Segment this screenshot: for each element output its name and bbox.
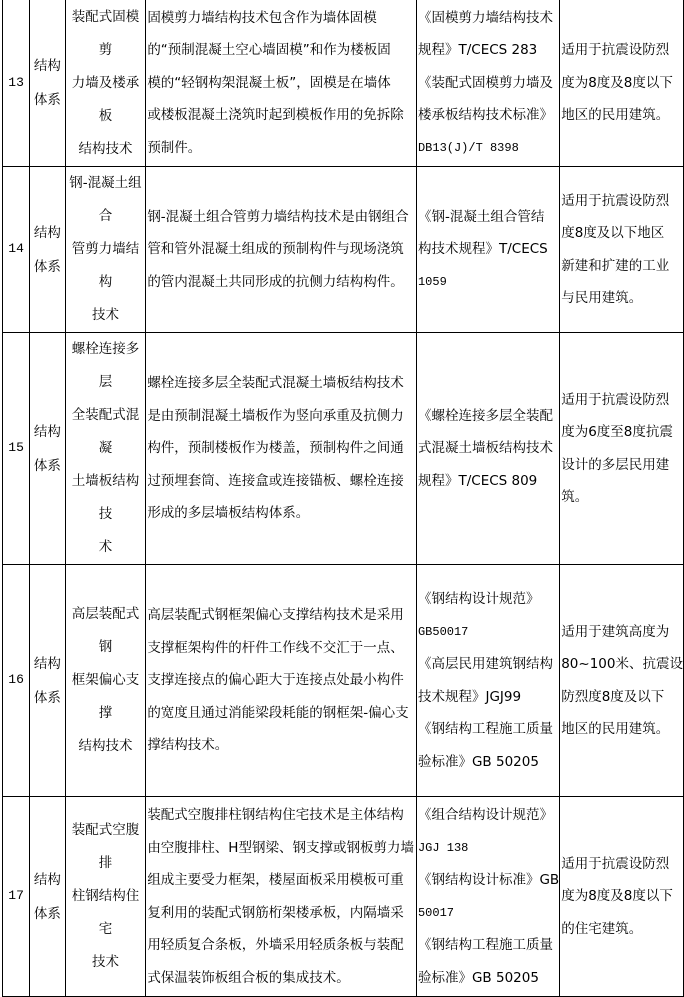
standard-line: 技术规程》JGJ99 [417,688,522,705]
standard-line: 《固模剪力墙结构技术 [417,9,553,26]
table-row [3,167,684,333]
standard-line: 《钢结构工程施工质量 [417,937,553,953]
description-line: 撑结构技术。 [147,737,229,754]
category-cell [30,0,65,167]
standards-cell [416,797,559,997]
category-line: 体系 [33,258,61,275]
name-line: 装配式空腹排 [71,822,140,871]
scope-cell [560,0,684,167]
category-line: 结构 [33,423,61,440]
name-line: 钢-混凝土组合 [69,175,142,224]
standard-line: 《螺栓连接多层全装配 [417,407,553,424]
standard-line: 《装配式固模剪力墙及 [417,74,553,91]
scope-line: 适用于抗震设防烈 [561,855,670,872]
description-line: 装配式空腹排柱钢结构住宅技术是主体结构 [147,807,404,823]
category-line: 体系 [33,689,61,706]
technology-name-cell [65,0,146,167]
technology-name-cell [65,167,146,333]
category-line: 体系 [33,905,61,922]
description-cell [146,0,417,167]
standard-line: 《钢结构设计规范》 [417,591,540,607]
table-row [3,565,684,797]
standard-line: 验标准》GB 50205 [417,753,539,770]
name-line: 螺栓连接多层 [71,341,140,390]
scope-cell [560,797,684,997]
name-line: 结构技术 [78,140,133,157]
description-line: 构件，预制楼板作为楼盖，预制构件之间通 [147,440,404,457]
standard-line: JGJ 138 [417,840,469,855]
description-line: 固模剪力墙结构技术包含作为墙体固模 [147,9,377,26]
scope-line: 筑。 [561,489,589,505]
scope-line: 防烈度8度及以下 [561,688,665,705]
name-line: 术 [98,539,113,555]
name-line: 力墙及楼承板 [71,74,140,124]
description-line: 钢-混凝土组合管剪力墙结构技术是由钢组合 [147,208,409,225]
scope-cell [560,167,684,333]
description-line: 形成的多层墙板结构体系。 [147,505,310,522]
standard-line: 规程》T/CECS 809 [417,472,538,489]
standard-line: 《钢结构设计标准》GB [417,872,560,888]
category-cell [30,797,65,997]
description-line: 由空腹排柱、H型钢梁、钢支撑或钢板剪力墙 [147,839,414,856]
name-line: 柱钢结构住宅 [71,888,140,937]
standard-line: 《钢-混凝土组合管结 [417,208,545,225]
technology-name-cell [65,797,146,997]
scope-line: 80~100米、抗震设 [561,656,683,672]
description-line: 的管内混凝土共同形成的抗侧力结构构件。 [147,273,404,290]
scope-line: 适用于抗震设防烈 [561,42,670,59]
standard-line: 50017 [417,905,454,920]
description-line: 是由预制混凝土墙板作为竖向承重及抗侧力 [147,407,404,424]
scope-cell [560,565,684,797]
description-line: 过预埋套筒、连接盒或连接锚板、螺栓连接 [147,472,404,489]
category-line: 结构 [33,655,61,672]
name-line: 技术 [91,307,119,323]
name-line: 管剪力墙结构 [71,241,140,290]
standard-line: 《钢结构工程施工质量 [417,721,553,737]
standards-cell [416,565,559,797]
category-line: 体系 [33,457,61,474]
scope-line: 与民用建筑。 [561,290,643,306]
scope-line: 度为6度至8度抗震 [561,424,673,440]
standard-line: 式混凝土墙板结构技术 [417,440,553,457]
table-row [3,333,684,565]
row-number: 16 [3,565,30,797]
row-number: 17 [3,797,30,997]
scope-line: 适用于抗震设防烈 [561,192,670,209]
scope-line: 度为8度及8度以下 [561,888,673,905]
description-cell [146,333,417,565]
category-cell [30,565,65,797]
category-cell [30,333,65,565]
row-number: 14 [3,167,30,333]
description-line: 预制件。 [147,139,202,156]
description-cell [146,565,417,797]
name-line: 全装配式混凝 [71,407,140,456]
row-number: 13 [3,0,30,167]
standards-cell [416,167,559,333]
row-number: 15 [3,333,30,565]
scope-cell [560,333,684,565]
technology-name-cell [65,333,146,565]
description-line: 模的“轻钢构架混凝土板”，固模是在墙体 [147,74,391,91]
table-row [3,0,684,167]
standard-line: 验标准》GB 50205 [417,969,539,986]
technology-name-cell [65,565,146,797]
description-line: 螺栓连接多层全装配式混凝土墙板结构技术 [147,375,404,392]
standard-line: 规程》T/CECS 283 [417,42,538,59]
description-line: 组成主要受力框架，楼屋面板采用模板可重 [147,872,404,888]
standard-line: 构技术规程》T/CECS [417,241,548,258]
scope-line: 新建和扩建的工业 [561,257,670,274]
description-line: 管和管外混凝土组成的预制构件与现场浇筑 [147,241,404,258]
name-line: 装配式固模剪 [71,8,140,58]
description-line: 的宽度且通过消能梁段耗能的钢框架-偏心支 [147,704,409,721]
category-cell [30,167,65,333]
description-line: 支撑连接点的偏心距大于连接点处最小构件 [147,672,404,689]
category-line: 结构 [33,224,61,241]
description-cell [146,797,417,997]
scope-line: 适用于抗震设防烈 [561,391,670,408]
scope-line: 度为8度及8度以下 [561,74,673,91]
name-line: 高层装配式钢 [71,606,140,655]
standard-line: GB50017 [417,624,469,639]
category-line: 结构 [33,871,61,888]
description-line: 高层装配式钢框架偏心支撑结构技术是采用 [147,607,404,624]
category-line: 体系 [33,92,61,108]
description-line: 的“预制混凝土空心墙固模”和作为楼板固 [147,42,391,59]
standard-line: 《组合结构设计规范》 [417,807,553,823]
standard-line: 《高层民用建筑钢结构 [417,656,553,672]
name-line: 结构技术 [78,738,133,754]
description-line: 支撑框架构件的杆件工作线不交汇于一点、 [147,639,404,656]
name-line: 框架偏心支撑 [71,672,140,721]
scope-line: 的住宅建筑。 [561,920,643,937]
standard-line: 楼承板结构技术标准》 [417,107,553,124]
scope-line: 地区的民用建筑。 [561,721,670,737]
table-row [3,797,684,997]
standards-cell [416,0,559,167]
standard-line: 1059 [417,274,447,289]
category-line: 结构 [33,58,61,74]
scope-line: 度8度及以下地区 [561,225,665,241]
name-line: 技术 [91,954,119,970]
scope-line: 适用于建筑高度为 [561,623,670,640]
standard-line: DB13(J)/T 8398 [417,140,519,155]
name-line: 土墙板结构技 [71,473,140,522]
scope-line: 设计的多层民用建 [561,456,670,473]
description-line: 用轻质复合条板，外墙采用轻质条板与装配 [147,937,404,953]
technology-table [2,0,684,997]
description-line: 式保温装饰板组合板的集成技术。 [147,969,350,986]
description-line: 复利用的装配式钢筋桁架楼承板，内隔墙采 [147,904,404,921]
scope-line: 地区的民用建筑。 [561,107,670,124]
standards-cell [416,333,559,565]
description-cell [146,167,417,333]
description-line: 或楼板混凝土浇筑时起到模板作用的免拆除 [147,107,404,124]
